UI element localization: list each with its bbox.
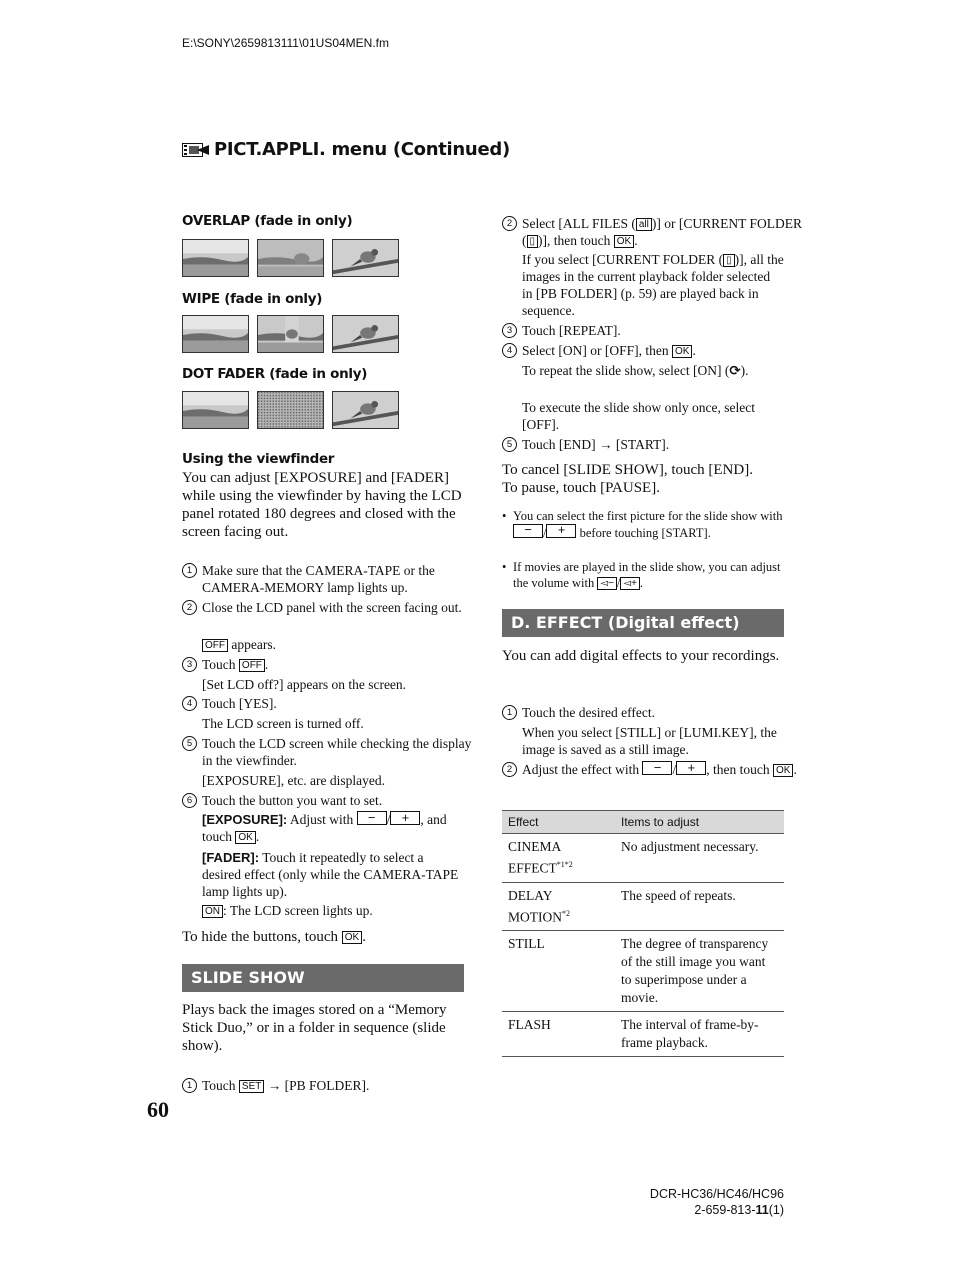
slide-step-4-note-2: To execute the slide show only once, select [OFF]. xyxy=(522,400,755,432)
fader-desc: [FADER]: Touch it repeatedly to select a desired effect (only while the CAMERA-TAPE lamp lights up). xyxy=(202,850,459,899)
pause-text: To pause, touch [PAUSE]. xyxy=(502,480,660,496)
effect-cell: CINEMA $EFFECT^{*1*2}$ xyxy=(502,834,615,883)
items-cell: The speed of repeats. xyxy=(615,882,784,931)
bird-image xyxy=(332,239,399,277)
step-5: 5 Touch the LCD screen while checking the display in the viewfinder. xyxy=(182,735,484,769)
wipe-heading: WIPE (fade in only) xyxy=(182,291,323,307)
de-step-2: 2 Adjust the effect with − / + , then touch OK . xyxy=(502,761,804,778)
slide-step-5: 5 Touch [END] → [START]. xyxy=(502,436,669,453)
landscape-image xyxy=(182,315,249,353)
ok-button[interactable]: OK xyxy=(773,764,793,777)
viewfinder-heading: Using the viewfinder xyxy=(182,451,335,467)
volume-down-icon[interactable]: ◅− xyxy=(597,577,617,590)
overlap-mid-image xyxy=(257,239,324,277)
ok-button[interactable]: OK xyxy=(614,235,634,248)
table-row xyxy=(502,882,784,931)
volume-up-icon[interactable]: ◅+ xyxy=(620,577,640,590)
effect-cell: FLASH xyxy=(502,1012,615,1057)
minus-button[interactable]: − xyxy=(513,524,543,538)
step-3: 3 Touch OFF . xyxy=(182,656,268,673)
bullet-1: • You can select the first picture for the slide show with − / + before touching [START]. xyxy=(502,509,783,540)
step-2-note: OFF appears. xyxy=(202,636,276,653)
bullet-2: • If movies are played in the slide show, you can adjust the volume with ◅− / ◅+ . xyxy=(502,560,781,590)
overlap-thumbnails xyxy=(182,239,399,277)
effect-table xyxy=(502,810,784,1057)
plus-button[interactable]: + xyxy=(676,761,706,775)
viewfinder-intro: You can adjust [EXPOSURE] and [FADER] while using the viewfinder by having the LCD panel rotated 180 degrees and closed with the screen facing out. xyxy=(182,470,462,540)
lcd-off-button[interactable]: OFF xyxy=(239,659,265,672)
slide-show-intro: Plays back the images stored on a “Memory Stick Duo,” or in a folder in sequence (slide show). xyxy=(182,1002,447,1054)
column-header: Items to adjust xyxy=(615,811,784,834)
pict-appli-icon xyxy=(182,141,210,159)
set-button[interactable]: SET xyxy=(239,1080,264,1093)
slide-step-2-note: If you select [CURRENT FOLDER ( ▯ )], all the images in the current playback folder selected in [PB FOLDER] (p. 59) are played back in sequence. xyxy=(522,252,784,318)
page-number: 60 xyxy=(147,1097,169,1122)
slide-step-3: 3 Touch [REPEAT]. xyxy=(502,322,621,339)
slide-step-2: 2 Select [ALL FILES ( all )] or [CURRENT FOLDER ( ▯ )], then touch OK . xyxy=(502,215,804,249)
slide-step-4: 4 Select [ON] or [OFF], then OK . xyxy=(502,342,696,359)
ok-button[interactable]: OK xyxy=(342,931,362,944)
table-row xyxy=(502,834,784,883)
dot-fader-heading: DOT FADER (fade in only) xyxy=(182,366,368,382)
plus-button[interactable]: + xyxy=(546,524,576,538)
table-row xyxy=(502,931,784,1012)
d-effect-intro: You can add digital effects to your recordings. xyxy=(502,648,780,664)
column-header: Effect xyxy=(502,811,615,834)
repeat-icon: ⟳ xyxy=(729,363,741,379)
slide-step-1: 1 Touch SET → [PB FOLDER]. xyxy=(182,1077,369,1094)
lcd-off-icon: OFF xyxy=(202,639,228,652)
minus-button[interactable]: − xyxy=(357,811,387,825)
d-effect-section-title: D. EFFECT (Digital effect) xyxy=(502,609,784,637)
hide-buttons-text: To hide the buttons, touch OK . xyxy=(182,929,366,945)
lcd-on-icon: ON xyxy=(202,905,223,918)
page-title: PICT.APPLI. menu (Continued) xyxy=(214,139,510,160)
step-2: 2 Close the LCD panel with the screen facing out. xyxy=(182,599,484,616)
minus-button[interactable]: − xyxy=(642,761,672,775)
landscape-image xyxy=(182,391,249,429)
plus-button[interactable]: + xyxy=(390,811,420,825)
dot-fader-mid-image xyxy=(257,391,324,429)
landscape-image xyxy=(182,239,249,277)
slide-step-4-note-1: To repeat the slide show, select [ON] (⟳). xyxy=(522,363,749,379)
folder-icon: ▯ xyxy=(723,254,735,267)
wipe-thumbnails xyxy=(182,315,399,353)
bird-image xyxy=(332,391,399,429)
effect-cell: DELAY MOTION$^{*2}$ xyxy=(502,882,615,931)
items-cell: No adjustment necessary. xyxy=(615,834,784,883)
footer xyxy=(650,1186,784,1218)
step-4: 4 Touch [YES]. xyxy=(182,695,277,712)
file-path: E:\SONY\2659813111\01US04MEN.fm xyxy=(182,36,389,50)
ok-button[interactable]: OK xyxy=(672,345,692,358)
wipe-mid-image xyxy=(257,315,324,353)
table-row xyxy=(502,1012,784,1057)
model-number: DCR-HC36/HC46/HC96 xyxy=(649,1187,784,1201)
step-4-note: The LCD screen is turned off. xyxy=(202,716,364,731)
step-6: 6 Touch the button you want to set. xyxy=(182,792,382,809)
step-3-note: [Set LCD off?] appears on the screen. xyxy=(202,677,407,692)
items-cell: The degree of transparency of the still image you want to superimpose under a movie. xyxy=(615,931,784,1012)
folder-icon: ▯ xyxy=(527,235,539,248)
de-step-1: 1 Touch the desired effect. xyxy=(502,704,655,721)
overlap-heading: OVERLAP (fade in only) xyxy=(182,213,353,229)
step-5-note: [EXPOSURE], etc. are displayed. xyxy=(202,773,385,788)
effect-cell: STILL xyxy=(502,931,615,1012)
dot-fader-thumbnails xyxy=(182,391,399,429)
cancel-text: To cancel [SLIDE SHOW], touch [END]. xyxy=(502,462,753,478)
page-title-row xyxy=(182,139,510,160)
doc-code: 2-659-813-11(1) xyxy=(694,1203,784,1217)
step-1: 1 Make sure that the CAMERA-TAPE or the CAMERA-MEMORY lamp lights up. xyxy=(182,562,484,596)
slide-show-section-title: SLIDE SHOW xyxy=(182,964,464,992)
lcd-on-desc: ON : The LCD screen lights up. xyxy=(202,902,373,919)
exposure-desc: [EXPOSURE]: Adjust with − / + , and touch OK . xyxy=(202,810,447,844)
de-step-1-note: When you select [STILL] or [LUMI.KEY], the image is saved as a still image. xyxy=(522,725,777,757)
table-header-row xyxy=(502,811,784,834)
items-cell: The interval of frame-by-frame playback. xyxy=(615,1012,784,1057)
all-files-icon: all xyxy=(636,218,652,231)
bird-image xyxy=(332,315,399,353)
ok-button[interactable]: OK xyxy=(235,831,255,844)
